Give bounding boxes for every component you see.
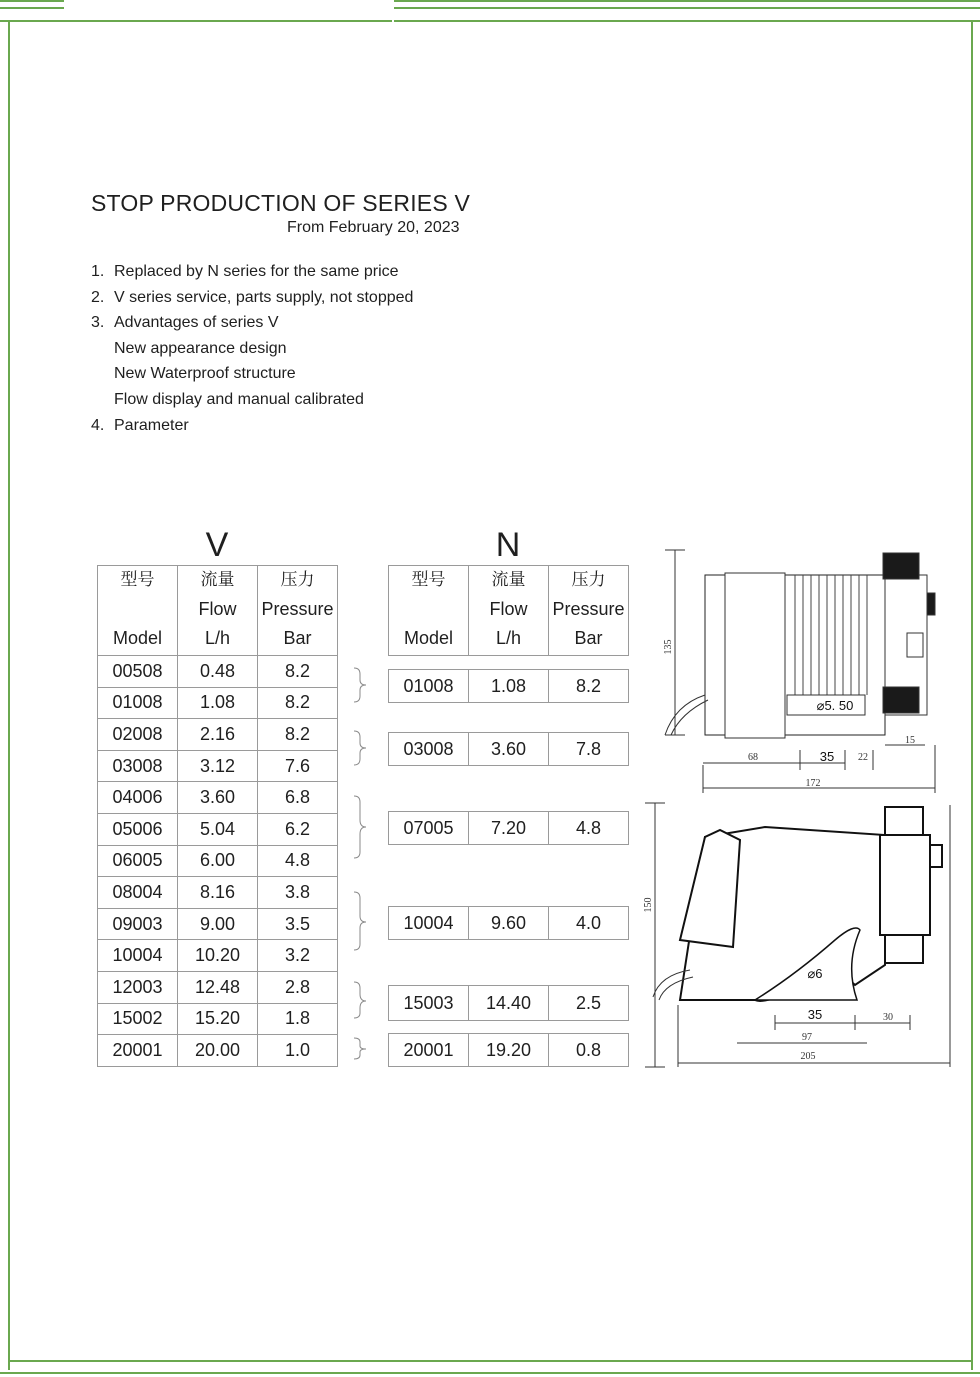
cell-pressure: 7.6 <box>258 750 338 782</box>
cell-pressure: 4.8 <box>549 812 629 845</box>
cell-flow: 1.08 <box>178 687 258 719</box>
cell-pressure: 2.8 <box>258 971 338 1003</box>
cell-flow: 6.00 <box>178 845 258 877</box>
cell-model: 02008 <box>98 719 178 751</box>
cell-model: 08004 <box>98 877 178 909</box>
header-pressure: 压力 Pressure Bar <box>258 566 338 656</box>
brace-connectors <box>350 660 380 1080</box>
list-item <box>91 310 413 336</box>
table-row <box>98 908 338 940</box>
n-row-table <box>388 906 629 940</box>
cell-model: 20001 <box>98 1035 178 1067</box>
table-row <box>98 813 338 845</box>
cell-model: 10004 <box>98 940 178 972</box>
table-row <box>98 656 338 688</box>
cell-model: 10004 <box>389 907 469 940</box>
cell-pressure: 4.8 <box>258 845 338 877</box>
cell-flow: 3.60 <box>178 782 258 814</box>
cell-pressure: 8.2 <box>258 719 338 751</box>
cell-flow: 9.00 <box>178 908 258 940</box>
dim-side-port: ⌀6 <box>807 966 823 981</box>
cell-model: 15003 <box>389 986 469 1021</box>
list-item <box>91 413 413 439</box>
cell-flow: 14.40 <box>469 986 549 1021</box>
header-model: 型号 Model <box>389 566 469 656</box>
dim-side-height: 150 <box>643 897 654 913</box>
list-subitem: New appearance design <box>114 339 287 357</box>
cell-flow: 0.48 <box>178 656 258 688</box>
cell-pressure: 6.2 <box>258 813 338 845</box>
cell-pressure: 8.2 <box>258 687 338 719</box>
header-model: 型号 Model <box>98 566 178 656</box>
list-item <box>91 259 413 285</box>
dim-top-d2: 35 <box>819 749 835 764</box>
table-row <box>98 687 338 719</box>
list-number: 1. <box>91 263 105 280</box>
dim-top-height: 135 <box>663 639 674 655</box>
table-row <box>389 986 629 1021</box>
table-row <box>389 733 629 766</box>
cell-model: 06005 <box>98 845 178 877</box>
n-row-table <box>388 985 629 1021</box>
list-text: Parameter <box>114 416 189 434</box>
dim-top-d3: 22 <box>858 752 868 763</box>
brace <box>354 982 366 1018</box>
brace <box>354 892 366 950</box>
series-v-label: V <box>205 526 229 564</box>
v-series-table <box>97 565 338 1067</box>
frame-line <box>8 1360 973 1362</box>
brace <box>354 731 366 765</box>
cell-flow: 15.20 <box>178 1003 258 1035</box>
cell-flow: 9.60 <box>469 907 549 940</box>
table-row <box>98 719 338 751</box>
cell-model: 00508 <box>98 656 178 688</box>
cell-pressure: 2.5 <box>549 986 629 1021</box>
cell-pressure: 3.8 <box>258 877 338 909</box>
pump-dimension-drawing <box>645 545 955 1075</box>
n-series-table-header <box>388 565 629 656</box>
cell-pressure: 8.2 <box>549 670 629 703</box>
dim-side-d3: 97 <box>802 1032 812 1043</box>
cell-flow: 1.08 <box>469 670 549 703</box>
list-text: Advantages of series V <box>114 314 279 332</box>
cell-model: 04006 <box>98 782 178 814</box>
cell-model: 20001 <box>389 1034 469 1067</box>
table-header-row <box>98 566 338 656</box>
cell-flow: 12.48 <box>178 971 258 1003</box>
cell-pressure: 4.0 <box>549 907 629 940</box>
frame-line <box>0 20 392 22</box>
frame-line <box>394 0 980 2</box>
page-title: STOP PRODUCTION OF SERIES V <box>91 190 471 216</box>
cell-model: 15002 <box>98 1003 178 1035</box>
frame-line <box>971 20 973 1370</box>
table-row <box>98 1003 338 1035</box>
dim-top-total: 172 <box>805 778 821 789</box>
table-row <box>98 940 338 972</box>
table-row <box>98 1035 338 1067</box>
cell-pressure: 8.2 <box>258 656 338 688</box>
frame-line <box>394 7 980 9</box>
cell-pressure: 1.0 <box>258 1035 338 1067</box>
dim-top-d4: 15 <box>905 735 915 746</box>
table-row <box>98 750 338 782</box>
cell-flow: 19.20 <box>469 1034 549 1067</box>
table-header-row <box>389 566 629 656</box>
cell-model: 07005 <box>389 812 469 845</box>
brace <box>354 668 366 702</box>
cell-model: 09003 <box>98 908 178 940</box>
cell-flow: 7.20 <box>469 812 549 845</box>
dim-top-port: ⌀5. 50 <box>816 698 854 713</box>
cell-model: 03008 <box>98 750 178 782</box>
cell-flow: 5.04 <box>178 813 258 845</box>
cell-flow: 10.20 <box>178 940 258 972</box>
brace <box>354 1038 366 1059</box>
dim-side-d2: 30 <box>883 1012 893 1023</box>
table-row <box>98 845 338 877</box>
list-item <box>91 285 413 311</box>
cell-flow: 3.60 <box>469 733 549 766</box>
list-number: 2. <box>91 288 105 306</box>
n-row-table <box>388 669 629 703</box>
cell-flow: 2.16 <box>178 719 258 751</box>
cell-pressure: 1.8 <box>258 1003 338 1035</box>
list-number: 3. <box>91 314 105 332</box>
list-text: Replaced by N series for the same price <box>114 263 399 280</box>
list-subitem: New Waterproof structure <box>114 365 296 383</box>
table-row <box>389 907 629 940</box>
brace <box>354 796 366 858</box>
frame-line <box>8 20 10 1370</box>
dim-side-d1: 35 <box>807 1007 823 1022</box>
frame-line <box>0 1372 980 1374</box>
table-row <box>98 877 338 909</box>
n-row-table <box>388 1033 629 1067</box>
table-row <box>389 670 629 703</box>
list-subitem: Flow display and manual calibrated <box>114 390 364 408</box>
cell-pressure: 6.8 <box>258 782 338 814</box>
header-flow: 流量 Flow L/h <box>469 566 549 656</box>
dim-top-d1: 68 <box>748 752 758 763</box>
table-row <box>389 812 629 845</box>
table-row <box>98 971 338 1003</box>
series-n-label: N <box>495 526 521 564</box>
n-row-table <box>388 732 629 766</box>
cell-flow: 20.00 <box>178 1035 258 1067</box>
cell-model: 01008 <box>389 670 469 703</box>
list-number: 4. <box>91 416 105 434</box>
notes-list <box>91 259 413 438</box>
cell-pressure: 0.8 <box>549 1034 629 1067</box>
cell-model: 05006 <box>98 813 178 845</box>
cell-model: 03008 <box>389 733 469 766</box>
header-pressure: 压力 Pressure Bar <box>549 566 629 656</box>
cell-pressure: 7.8 <box>549 733 629 766</box>
cell-model: 01008 <box>98 687 178 719</box>
dim-side-total: 205 <box>800 1051 816 1062</box>
cell-flow: 3.12 <box>178 750 258 782</box>
date-subtitle: From February 20, 2023 <box>287 219 460 236</box>
frame-line <box>394 20 980 22</box>
header-flow: 流量 Flow L/h <box>178 566 258 656</box>
frame-line <box>0 7 64 9</box>
table-row <box>389 1034 629 1067</box>
n-row-table <box>388 811 629 845</box>
cell-model: 12003 <box>98 971 178 1003</box>
cell-pressure: 3.2 <box>258 940 338 972</box>
frame-line <box>0 0 64 2</box>
cell-flow: 8.16 <box>178 877 258 909</box>
table-row <box>98 782 338 814</box>
list-text: V series service, parts supply, not stopped <box>114 288 414 306</box>
cell-pressure: 3.5 <box>258 908 338 940</box>
